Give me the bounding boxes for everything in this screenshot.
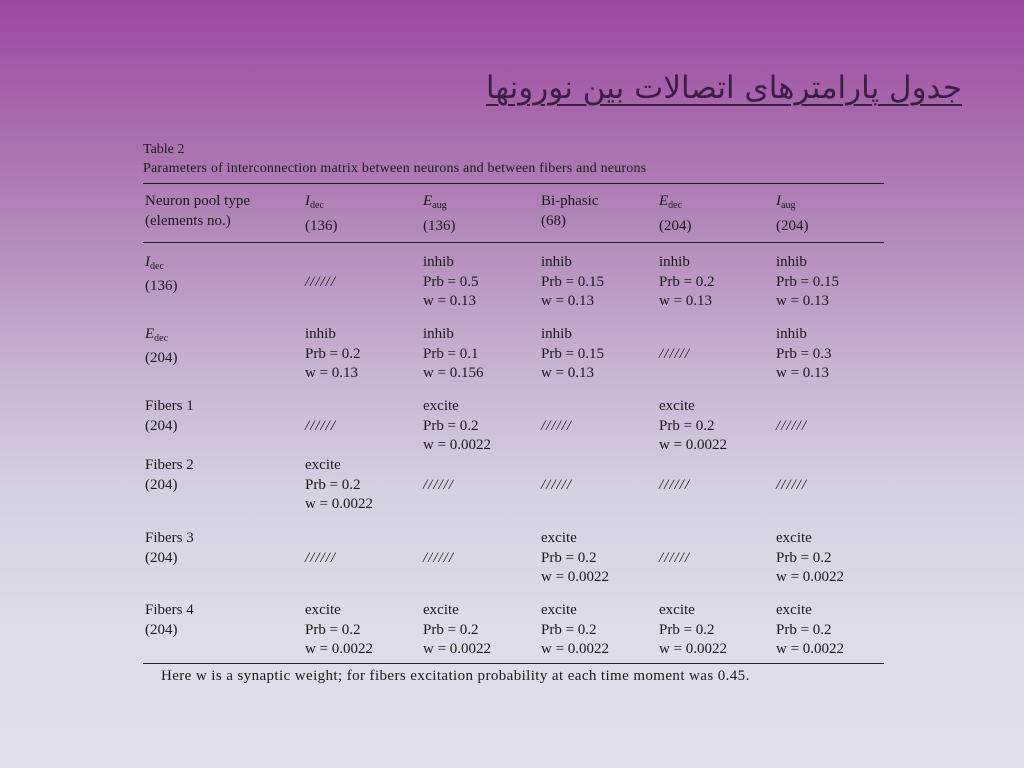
connection-prb: Prb = 0.15 (541, 345, 605, 362)
connection-cell (305, 456, 423, 515)
connection-w: w = 0.0022 (659, 437, 728, 453)
header-col-4-subscript: dec (668, 200, 683, 211)
header-col-3-count: (68) (541, 213, 566, 229)
connection-w: w = 0.0022 (659, 641, 728, 657)
connection-type: inhib (305, 326, 336, 342)
row-label (145, 253, 305, 312)
row-label (145, 325, 305, 384)
header-col-1-subscript: dec (310, 200, 324, 211)
connection-type: inhib (423, 254, 454, 270)
connection-cell (541, 601, 659, 660)
row-label-symbol: Fibers 3 (145, 530, 194, 546)
empty-cell-marker: ////// (659, 476, 691, 493)
table-body (143, 243, 884, 663)
table-row (143, 325, 886, 384)
connection-prb: Prb = 0.3 (776, 345, 832, 362)
connection-w: w = 0.0022 (776, 569, 845, 585)
header-col-1-symbol: I (305, 193, 310, 209)
header-rowtype (145, 191, 305, 236)
connection-type: inhib (776, 326, 807, 342)
connection-prb: Prb = 0.2 (423, 621, 479, 638)
table-caption: Parameters of interconnection matrix between neurons and between fibers and neurons (143, 161, 647, 176)
connection-prb: Prb = 0.2 (423, 417, 479, 434)
row-label-symbol: E (145, 326, 155, 342)
table-row (143, 397, 886, 456)
header-col-5-symbol: I (776, 193, 781, 209)
table-row (143, 529, 886, 588)
connection-prb: Prb = 0.1 (423, 345, 479, 362)
header-col-2 (423, 191, 541, 236)
connection-w: w = 0.156 (423, 365, 484, 381)
row-label-count: (136) (145, 277, 178, 294)
row-label-count: (204) (145, 549, 178, 566)
connection-w: w = 0.0022 (541, 569, 610, 585)
row-label (145, 601, 305, 660)
connection-cell (659, 397, 776, 456)
header-rowtype-line2: (elements no.) (145, 213, 231, 229)
header-col-1-count: (136) (305, 218, 338, 234)
row-label-count: (204) (145, 417, 178, 434)
row-label (145, 397, 305, 456)
connection-prb: Prb = 0.2 (305, 345, 361, 362)
connection-w: w = 0.13 (776, 365, 830, 381)
connection-w: w = 0.13 (659, 293, 713, 309)
connection-prb: Prb = 0.15 (776, 273, 840, 290)
connection-type: excite (776, 530, 812, 546)
header-col-2-symbol: E (423, 193, 433, 209)
connection-prb: Prb = 0.2 (659, 273, 715, 290)
table-number: Table 2 (143, 142, 185, 157)
connection-cell (541, 529, 659, 588)
connection-w: w = 0.0022 (423, 437, 492, 453)
table-header (143, 184, 884, 242)
empty-cell-marker: ////// (423, 476, 455, 493)
header-col-5-subscript: aug (781, 200, 796, 211)
connection-cell (305, 325, 423, 384)
connection-cell (776, 253, 886, 312)
connection-w: w = 0.0022 (776, 641, 845, 657)
connection-w: w = 0.0022 (305, 496, 374, 512)
connection-prb: Prb = 0.2 (541, 621, 597, 638)
table-row (143, 456, 886, 515)
parameters-table (143, 140, 884, 686)
header-col-4 (659, 191, 776, 236)
connection-type: excite (305, 457, 341, 473)
empty-cell-marker: ////// (776, 417, 808, 434)
connection-w: w = 0.13 (423, 293, 477, 309)
header-col-4-symbol: E (659, 193, 669, 209)
row-label-symbol: Fibers 2 (145, 457, 194, 473)
empty-cell-marker: ////// (305, 417, 337, 434)
connection-type: inhib (776, 254, 807, 270)
connection-cell (776, 601, 886, 660)
connection-prb: Prb = 0.5 (423, 273, 479, 290)
header-col-1 (305, 191, 423, 236)
connection-w: w = 0.13 (305, 365, 359, 381)
table-row (143, 601, 886, 660)
row-label-count: (204) (145, 621, 178, 638)
connection-type: excite (776, 602, 812, 618)
header-col-2-count: (136) (423, 218, 456, 234)
connection-w: w = 0.13 (776, 293, 830, 309)
connection-w: w = 0.0022 (541, 641, 610, 657)
header-col-5-count: (204) (776, 218, 809, 234)
empty-cell-marker: ////// (305, 549, 337, 566)
empty-cell-marker: ////// (305, 273, 337, 290)
connection-prb: Prb = 0.2 (776, 549, 832, 566)
connection-w: w = 0.13 (541, 365, 595, 381)
connection-type: excite (659, 602, 695, 618)
connection-cell (541, 325, 659, 384)
row-label-symbol: Fibers 1 (145, 398, 194, 414)
row-label-subscript: dec (150, 261, 164, 272)
row-label-symbol: Fibers 4 (145, 602, 194, 618)
connection-type: excite (423, 398, 459, 414)
connection-type: inhib (423, 326, 454, 342)
connection-w: w = 0.0022 (305, 641, 374, 657)
connection-cell (541, 253, 659, 312)
connection-type: excite (541, 530, 577, 546)
connection-prb: Prb = 0.15 (541, 273, 605, 290)
connection-prb: Prb = 0.2 (305, 621, 361, 638)
connection-type: excite (423, 602, 459, 618)
connection-prb: Prb = 0.2 (659, 621, 715, 638)
empty-cell-marker: ////// (541, 476, 573, 493)
connection-type: inhib (541, 254, 572, 270)
header-rowtype-line1: Neuron pool type (145, 193, 250, 209)
empty-cell-marker: ////// (423, 549, 455, 566)
connection-cell (776, 325, 886, 384)
header-col-3-symbol: Bi-phasic (541, 193, 599, 209)
connection-prb: Prb = 0.2 (776, 621, 832, 638)
connection-w: w = 0.13 (541, 293, 595, 309)
empty-cell-marker: ////// (541, 417, 573, 434)
connection-cell (659, 253, 776, 312)
empty-cell-marker: ////// (659, 345, 691, 362)
connection-type: inhib (659, 254, 690, 270)
header-col-3 (541, 191, 659, 236)
connection-cell (423, 397, 541, 456)
header-col-5 (776, 191, 886, 236)
row-label (145, 529, 305, 588)
row-label-count: (204) (145, 476, 178, 493)
header-col-4-count: (204) (659, 218, 692, 234)
connection-prb: Prb = 0.2 (659, 417, 715, 434)
connection-type: excite (659, 398, 695, 414)
connection-type: inhib (541, 326, 572, 342)
row-label-count: (204) (145, 349, 178, 366)
row-label-subscript: dec (154, 333, 169, 344)
connection-prb: Prb = 0.2 (305, 476, 361, 493)
connection-type: excite (541, 602, 577, 618)
empty-cell-marker: ////// (776, 476, 808, 493)
table-footnote: Here w is a synaptic weight; for fibers excitation probability at each time moment was 0.45. (161, 668, 750, 684)
connection-cell (423, 253, 541, 312)
slide-title: جدول پارامترهای اتصالات بین نورونها (485, 70, 962, 106)
header-col-2-subscript: aug (432, 200, 447, 211)
connection-w: w = 0.0022 (423, 641, 492, 657)
connection-cell (423, 325, 541, 384)
table-row (143, 253, 886, 312)
connection-prb: Prb = 0.2 (541, 549, 597, 566)
connection-cell (776, 529, 886, 588)
row-label-symbol: I (145, 254, 150, 270)
connection-cell (423, 601, 541, 660)
connection-type: excite (305, 602, 341, 618)
connection-cell (659, 601, 776, 660)
connection-cell (305, 601, 423, 660)
row-label (145, 456, 305, 515)
empty-cell-marker: ////// (659, 549, 691, 566)
